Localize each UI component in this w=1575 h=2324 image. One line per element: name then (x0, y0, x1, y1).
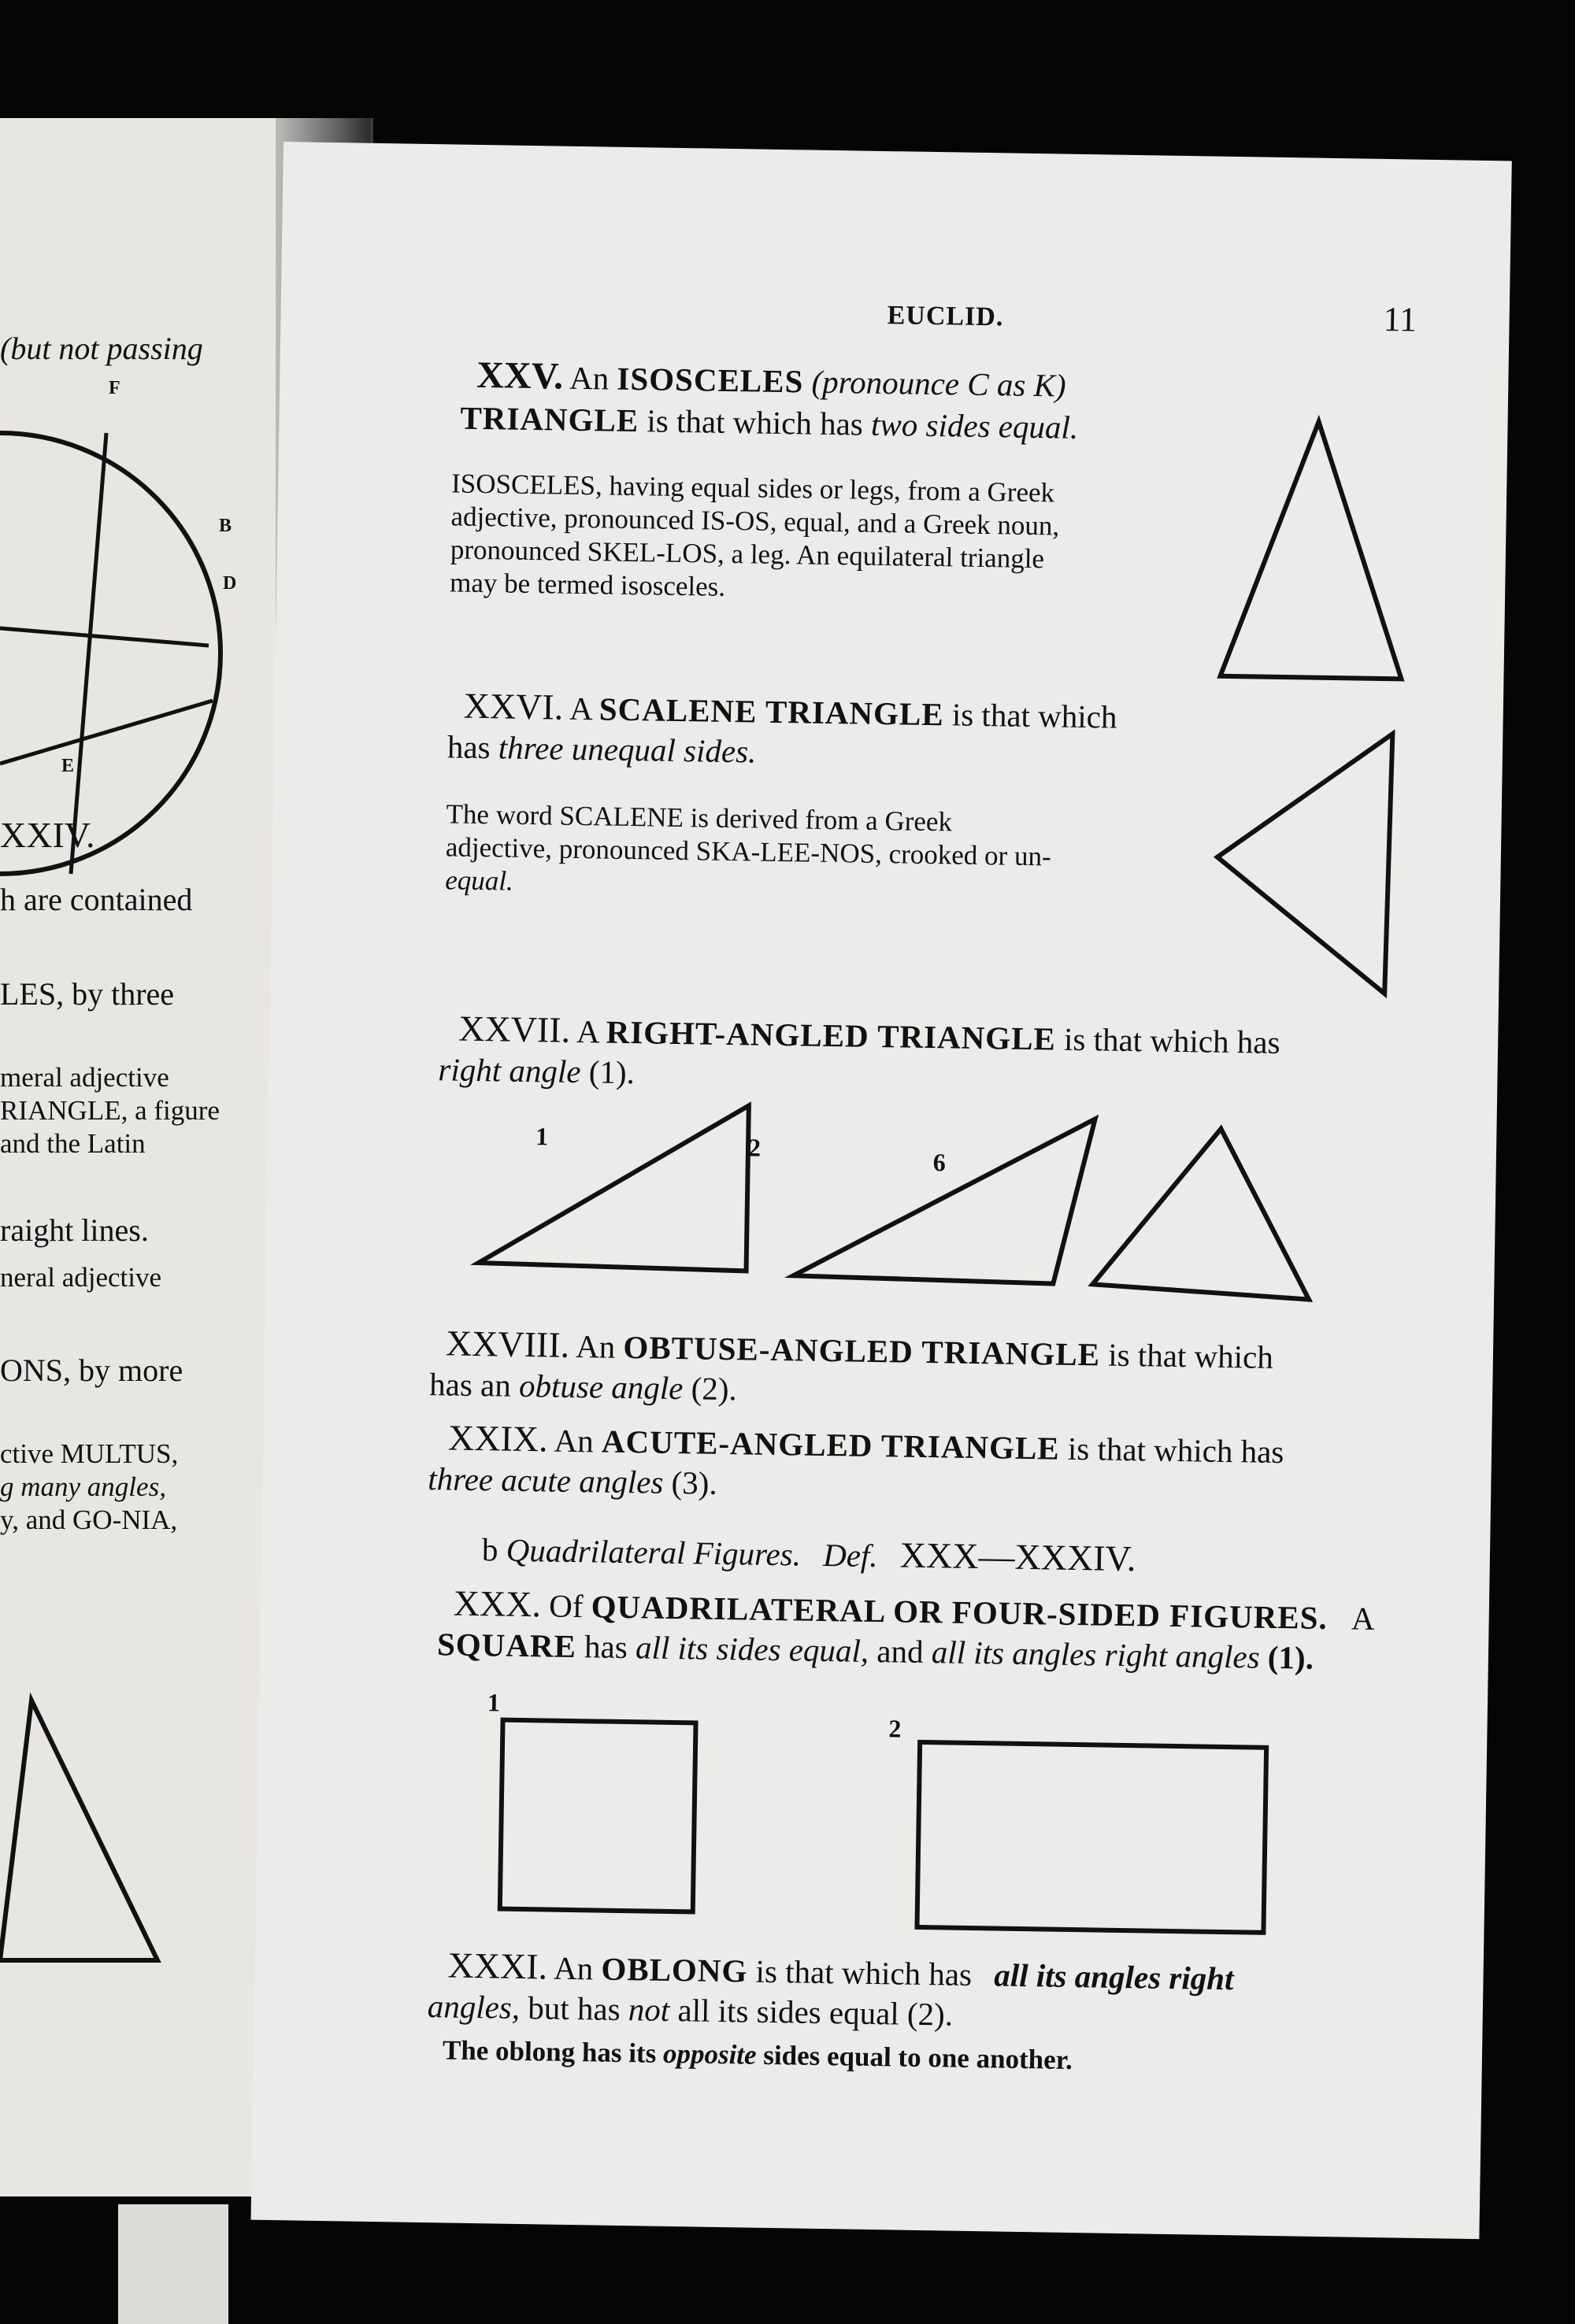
triangle-figure (0, 1693, 181, 1976)
def-and: and (876, 1633, 924, 1670)
note-line: adjective, pronounced SKA-LEE-NOS, crooked or un- (445, 831, 1051, 872)
def-italic: all its sides equal, (635, 1629, 869, 1669)
label-f: F (109, 378, 120, 398)
running-title: EUCLID. (887, 301, 1004, 332)
def-term: SCALENE TRIANGLE (598, 690, 945, 733)
bookmark-ribbon (118, 2204, 228, 2324)
def-rest-italic: two sides equal. (870, 405, 1079, 446)
section-letter: b (481, 1531, 498, 1568)
def-pre: An (569, 359, 610, 397)
left-line: g many angles, (0, 1471, 166, 1502)
def-italic: not (628, 1991, 670, 2028)
left-line: neral adjective (0, 1262, 162, 1293)
def-term: OBTUSE-ANGLED TRIANGLE (623, 1328, 1101, 1373)
def-num: XXIX. (447, 1417, 549, 1460)
def-term: QUADRILATERAL OR FOUR-SIDED FIGURES. (591, 1588, 1329, 1637)
def-has: has (584, 1628, 628, 1666)
def-pre: An (553, 1949, 594, 1987)
def-pre: A (569, 690, 591, 727)
def-italic: angles, (427, 1988, 521, 2026)
square-figures (491, 1712, 1329, 1945)
fig-label: 6 (932, 1148, 947, 1177)
left-line: LES, by three (0, 976, 175, 1012)
def-term: TRIANGLE (460, 399, 639, 439)
def-num: XXX. (453, 1582, 542, 1625)
fig-label: 2 (888, 1714, 902, 1743)
def-num: XXVIII. (445, 1323, 570, 1365)
def-italic: opposite (662, 2037, 757, 2071)
def-term: ACUTE-ANGLED TRIANGLE (601, 1423, 1061, 1467)
def-31-line2 (427, 1988, 953, 2032)
def-26-note (445, 797, 1195, 909)
def-num: XXVI. (463, 685, 564, 727)
angled-triangles (462, 1097, 1395, 1317)
def-rest-italic: three acute angles (427, 1460, 664, 1501)
def-term: ISOSCELES (617, 360, 804, 400)
left-line: y, and GO-NIA, (0, 1504, 178, 1535)
note-line: adjective, pronounced IS-OS, equal, and a Greek noun, (450, 501, 1060, 542)
def-pre: has (447, 728, 491, 766)
left-line: XXIV. (0, 815, 95, 855)
def-italic: all its angles right (993, 1956, 1234, 1997)
def-pre: An (554, 1422, 595, 1460)
left-line: raight lines. (0, 1212, 149, 1248)
def-rest: is that which has (1063, 1020, 1280, 1061)
left-line: ctive MULTUS, (0, 1438, 179, 1469)
def-29-line2 (428, 1460, 717, 1501)
def-pre: has an (428, 1366, 512, 1404)
def-end: (1). (1267, 1638, 1314, 1676)
fig-label: 1 (487, 1688, 501, 1717)
scalene-triangle (1207, 723, 1417, 1018)
def-rest-italic: three unequal sides. (498, 729, 757, 770)
def-italic: all its angles right angles (931, 1634, 1260, 1675)
section-title: Quadrilateral Figures. (506, 1531, 802, 1573)
def-pre: A (576, 1012, 598, 1050)
def-rest-italic: right angle (438, 1051, 581, 1090)
def-27-line2 (438, 1051, 635, 1090)
left-line: (but not passing (0, 331, 203, 366)
def-28-line2 (429, 1366, 737, 1407)
def-term: RIGHT-ANGLED TRIANGLE (606, 1013, 1057, 1057)
def-paren: (pronounce C as K) (811, 363, 1066, 404)
fig-label: 2 (747, 1133, 762, 1162)
def-rest: is that which has (755, 1952, 973, 1993)
fig-label: 1 (535, 1122, 549, 1151)
def-rest: (3). (671, 1464, 718, 1501)
def-num: XXXI. (447, 1945, 548, 1987)
def-text: but has (527, 1989, 621, 2028)
note-line: pronounced SKEL-LOS, a leg. An equilateral triangle (450, 534, 1045, 575)
def-25-line1 (476, 353, 1066, 404)
def-a: A (1351, 1600, 1375, 1637)
def-num: XXVII. (458, 1008, 571, 1050)
def-rest-italic: obtuse angle (518, 1367, 684, 1407)
def-31-line3 (443, 2034, 1073, 2077)
label-b: B (219, 516, 232, 536)
def-rest: is that which (1107, 1336, 1274, 1375)
def-term: SQUARE (436, 1626, 577, 1665)
def-26-line1 (463, 685, 1117, 735)
left-line: meral adjective (0, 1062, 169, 1093)
def-25-note (450, 467, 1200, 611)
def-31-line1 (447, 1945, 1234, 1997)
isosceles-triangle (1212, 409, 1421, 695)
left-line: RIANGLE, a figure (0, 1095, 220, 1126)
def-rest: is that which has (1067, 1430, 1284, 1471)
def-rest: (1). (588, 1053, 636, 1091)
label-d: D (223, 573, 237, 594)
def-text: The oblong has its (442, 2034, 657, 2069)
note-line: ISOSCELES, having equal sides or legs, from a Greek (450, 468, 1055, 509)
def-pre: Of (548, 1587, 584, 1625)
def-text: sides equal to one another. (763, 2039, 1073, 2076)
left-line: ONS, by more (0, 1353, 183, 1388)
def-text: all its sides equal (2). (677, 1992, 954, 2033)
def-26-line2 (447, 728, 757, 769)
def-rest: (2). (691, 1370, 738, 1408)
def-pre: An (575, 1328, 616, 1365)
section-range: XXX—XXXIV. (899, 1534, 1136, 1579)
def-term: OBLONG (601, 1950, 748, 1989)
def-25-line2 (460, 400, 1078, 446)
page-number: 11 (1383, 299, 1418, 339)
def-num: XXV. (476, 353, 564, 398)
note-line: The word SCALENE is derived from a Greek (446, 798, 953, 838)
section-def: Def. (822, 1536, 879, 1575)
def-rest: is that which has (647, 402, 864, 442)
left-line: and the Latin (0, 1128, 146, 1159)
def-rest: is that which (951, 696, 1117, 735)
left-line: h are contained (0, 882, 193, 917)
section-heading (482, 1530, 1136, 1578)
note-line: may be termed isosceles. (449, 567, 726, 602)
right-page (251, 142, 1512, 2239)
label-e: E (61, 756, 75, 776)
note-line: equal. (444, 864, 514, 897)
